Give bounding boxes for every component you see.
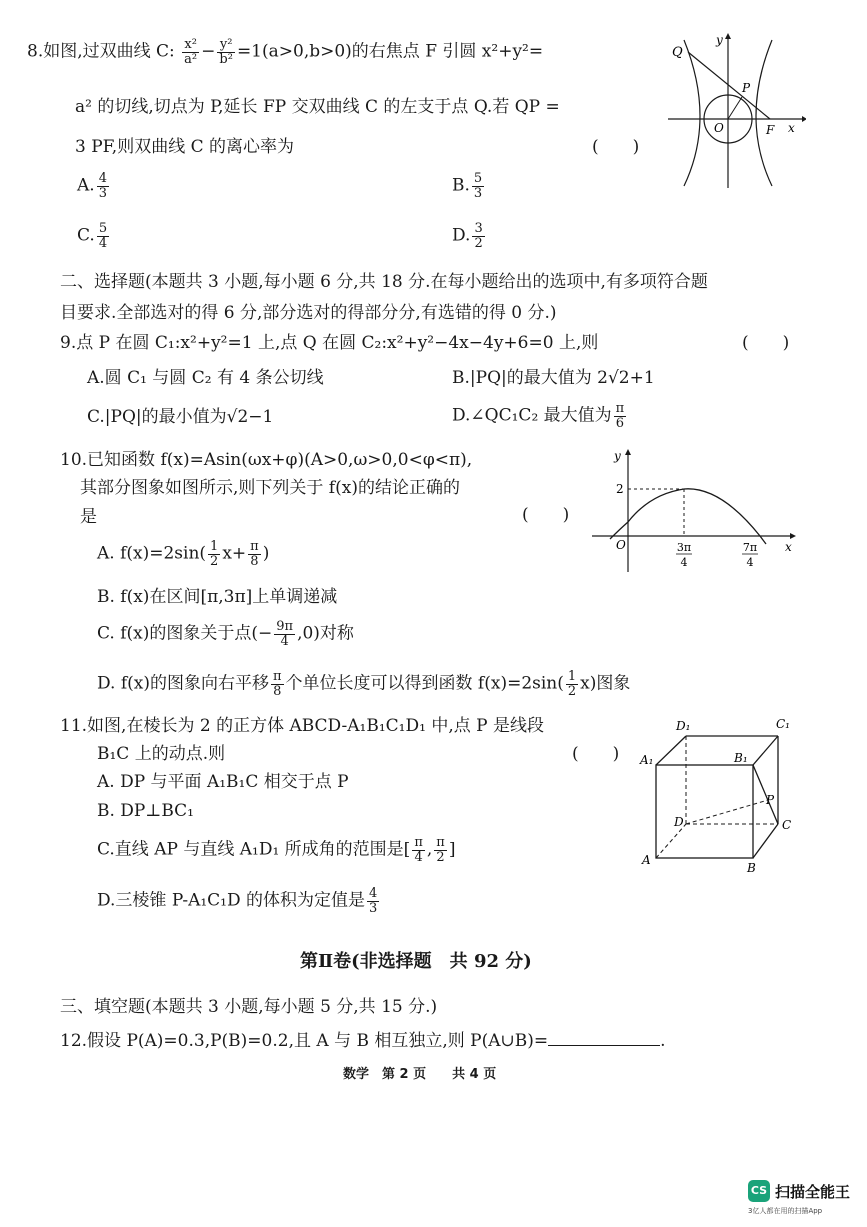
- q10-label-2: 2: [616, 482, 624, 496]
- q10-option-a: [97, 540, 269, 568]
- q8-fraction-x: [182, 38, 199, 66]
- q11-label-a: A: [642, 853, 651, 867]
- q10-option-c-den: 4: [280, 633, 289, 649]
- q10-option-a-mid: x+: [222, 543, 247, 564]
- q8-label-p: P: [742, 81, 751, 95]
- q10-option-d-frac1-num: π: [272, 669, 282, 684]
- scanner-brand: [748, 1180, 858, 1220]
- q11-label-c: C: [782, 818, 792, 832]
- q10-option-d-frac2-num: 1: [567, 669, 577, 684]
- q10-option-c-post: ,0)对称: [297, 623, 354, 644]
- q8-option-c-label: C.: [77, 225, 95, 246]
- q8-option-b-label: B.: [452, 175, 470, 196]
- q9-option-d-num: π: [615, 401, 625, 416]
- q11-stem-line1: 11.如图,在棱长为 2 的正方体 ABCD-A₁B₁C₁D₁ 中,点 P 是线段: [60, 716, 544, 736]
- q8-option-d-label: D.: [452, 225, 471, 246]
- q8-option-d-num: 3: [474, 221, 483, 236]
- q8-option-d: [452, 222, 487, 250]
- q9-option-d-text: D.∠QC₁C₂ 最大值为: [452, 405, 612, 426]
- q11-label-d: D: [674, 815, 684, 829]
- q8-line1-rest: =1(a>0,b>0)的右焦点 F 引圆 x²+y²=: [236, 41, 544, 62]
- q8-option-b-fraction: [472, 172, 484, 200]
- q8-hyperbola-right-branch: [756, 40, 772, 186]
- q11-edge-a1d1: [656, 736, 686, 765]
- q10-option-a-pre: A. f(x)=2sin(: [97, 543, 207, 564]
- q9-option-a: A.圆 C₁ 与圆 C₂ 有 4 条公切线: [87, 368, 324, 388]
- q10-y-arrow: [625, 449, 631, 455]
- q10-option-a-frac2: [248, 540, 261, 568]
- q11-option-a: A. DP 与平面 A₁B₁C 相交于点 P: [97, 772, 349, 792]
- q11-edge-b1c1: [753, 736, 778, 765]
- q8-label-y: y: [716, 33, 723, 47]
- q10-answer-paren: ( ): [522, 505, 570, 525]
- q10-option-d-post: x)图象: [580, 673, 631, 694]
- q9-option-d-fraction: [614, 402, 627, 430]
- q10-option-d: [97, 670, 630, 698]
- q8-frac-x-num: x²: [182, 38, 199, 53]
- q10-option-a-frac1: [208, 540, 220, 568]
- q8-stem-line3: 3 PF,则双曲线 C 的离心率为: [75, 137, 295, 157]
- q11-option-c-frac1-den: 4: [414, 849, 423, 865]
- part2-title: 第Ⅱ卷(非选择题 共 92 分): [300, 951, 532, 972]
- q9-stem: 9.点 P 在圆 C₁:x²+y²=1 上,点 Q 在圆 C₂:x²+y²−4x−4y+6=0 上,则: [60, 333, 599, 353]
- q10-option-c: [97, 620, 354, 648]
- q11-label-d1: D₁: [676, 719, 691, 733]
- q10-option-d-frac1-den: 8: [273, 683, 282, 699]
- q11-option-d-fraction: [367, 887, 379, 915]
- q8-option-a-fraction: [97, 172, 109, 200]
- brand-name: 扫描全能王: [775, 1183, 851, 1201]
- q12-period: .: [660, 1031, 666, 1051]
- q11-label-c1: C₁: [776, 717, 790, 731]
- q8-stem-line2: a² 的切线,切点为 P,延长 FP 交双曲线 C 的左支于点 Q.若 QP =: [75, 97, 560, 117]
- q10-option-c-num: 9π: [276, 619, 294, 634]
- q8-option-a-den: 3: [98, 185, 107, 201]
- q10-option-d-frac2-den: 2: [567, 683, 577, 699]
- q11-cube-figure: [636, 712, 806, 877]
- q8-option-b: [452, 172, 486, 200]
- q11-option-b: B. DP⊥BC₁: [97, 801, 194, 821]
- q8-frac-y-num: y²: [217, 38, 235, 53]
- q8-fraction-y: [217, 38, 235, 66]
- q8-answer-paren: ( ): [592, 137, 640, 157]
- q10-option-a-post: ): [262, 543, 270, 564]
- q11-label-a1: A₁: [640, 753, 654, 767]
- q11-label-p: P: [766, 793, 775, 807]
- q10-option-a-frac1-num: 1: [210, 539, 219, 554]
- q11-option-c-frac2-num: π: [436, 835, 445, 850]
- q11-front-face: [656, 765, 753, 858]
- q11-option-c-post: ]: [448, 839, 456, 860]
- q8-option-c: [77, 222, 111, 250]
- q11-answer-paren: ( ): [572, 744, 620, 764]
- q11-label-b: B: [747, 861, 756, 875]
- q8-option-b-den: 3: [473, 185, 483, 201]
- q8-label-f: F: [766, 123, 775, 137]
- q10-label-o: O: [616, 538, 626, 552]
- q11-option-c-frac1: [412, 836, 425, 864]
- q12-stem: [60, 1031, 666, 1051]
- q11-option-c-comma: ,: [426, 839, 433, 860]
- q10-stem-line3: 是: [80, 507, 97, 527]
- q9-option-d-den: 6: [615, 415, 625, 431]
- brand-tagline: 3亿人都在用的扫描App: [748, 1207, 823, 1215]
- q11-option-d: [97, 887, 381, 915]
- q11-hidden-dp: [686, 800, 768, 824]
- q8-option-c-den: 4: [98, 235, 108, 251]
- q8-label-q: Q: [672, 45, 683, 60]
- q10-tick1-den: 4: [680, 556, 688, 569]
- q11-label-b1: B₁: [734, 751, 748, 765]
- q10-graph-figure: [590, 444, 800, 574]
- q8-radius-op: [728, 97, 742, 119]
- q8-label-x: x: [788, 121, 795, 135]
- q8-label-o: O: [714, 121, 724, 135]
- q11-edge-bc: [753, 824, 778, 858]
- q11-option-c-frac1-num: π: [414, 835, 423, 850]
- q11-stem-line2: B₁C 上的动点.则: [97, 744, 226, 764]
- q8-stem-line1: [27, 38, 543, 66]
- q8-frac-x-den: a²: [184, 51, 198, 67]
- q8-option-d-fraction: [472, 222, 484, 250]
- q8-option-a: [77, 172, 111, 200]
- q10-label-y: y: [614, 449, 621, 463]
- camscanner-logo-icon: CS: [748, 1180, 770, 1202]
- q10-tick1-num: 3π: [676, 541, 692, 554]
- q10-option-a-frac1-den: 2: [210, 553, 219, 569]
- q8-option-a-label: A.: [77, 175, 95, 196]
- q8-hyperbola-figure: [666, 30, 806, 190]
- q10-option-d-pre: D. f(x)的图象向右平移: [97, 673, 269, 694]
- q8-frac-y-den: b²: [219, 51, 233, 67]
- q11-option-c-frac2: [434, 836, 447, 864]
- q8-option-c-fraction: [97, 222, 109, 250]
- q9-option-c: C.|PQ|的最小值为√2−1: [87, 407, 274, 427]
- section3-instructions: 三、填空题(本题共 3 小题,每小题 5 分,共 15 分.): [60, 997, 438, 1017]
- section2-instructions-line1: 二、选择题(本题共 3 小题,每小题 6 分,共 18 分.在每小题给出的选项中,有多项符合题: [60, 272, 708, 292]
- q10-stem-line1: 10.已知函数 f(x)=Asin(ωx+φ)(A>0,ω>0,0<φ<π),: [60, 450, 473, 470]
- q11-option-d-pre: D.三棱锥 P-A₁C₁D 的体积为定值是: [97, 890, 366, 911]
- q10-option-b: B. f(x)在区间[π,3π]上单调递减: [97, 587, 338, 607]
- q11-option-d-num: 4: [369, 886, 378, 901]
- q8-minus: −: [201, 41, 216, 62]
- q10-label-x: x: [785, 540, 792, 554]
- q9-answer-paren: ( ): [742, 333, 790, 353]
- q10-option-d-frac1: [271, 670, 284, 698]
- q12-text: 12.假设 P(A)=0.3,P(B)=0.2,且 A 与 B 相互独立,则 P(A∪B)=: [60, 1031, 549, 1051]
- q8-option-d-den: 2: [474, 235, 483, 251]
- q10-option-d-frac2: [566, 670, 578, 698]
- q10-x-arrow: [790, 533, 796, 539]
- q10-tick2-num: 7π: [742, 541, 758, 554]
- q12-answer-blank[interactable]: [548, 1031, 660, 1046]
- q10-option-c-fraction: [274, 620, 295, 648]
- q11-option-c: [97, 836, 455, 864]
- q9-option-b: B.|PQ|的最大值为 2√2+1: [452, 368, 655, 388]
- q9-option-d: [452, 402, 628, 430]
- q8-option-c-num: 5: [98, 221, 108, 236]
- q8-line1-text: 8.如图,过双曲线 C:: [27, 41, 175, 62]
- q10-option-a-frac2-num: π: [250, 539, 259, 554]
- q11-option-c-pre: C.直线 AP 与直线 A₁D₁ 所成角的范围是[: [97, 839, 411, 860]
- q10-stem-line2: 其部分图象如图所示,则下列关于 f(x)的结论正确的: [80, 478, 460, 498]
- q8-y-arrow: [725, 33, 731, 39]
- q10-tick2-den: 4: [746, 556, 754, 569]
- q11-option-d-den: 3: [369, 900, 378, 916]
- q11-option-c-frac2-den: 2: [436, 849, 445, 865]
- q8-option-a-num: 4: [98, 171, 107, 186]
- q10-option-d-mid: 个单位长度可以得到函数 f(x)=2sin(: [285, 673, 564, 694]
- section2-instructions-line2: 目要求.全部选对的得 6 分,部分选对的得部分分,有选错的得 0 分.): [60, 303, 557, 323]
- q11-hidden-ad: [656, 824, 686, 858]
- q8-hyperbola-left-branch: [684, 40, 700, 186]
- q10-option-a-frac2-den: 8: [250, 553, 259, 569]
- q8-x-arrow: [802, 116, 806, 122]
- q10-option-c-pre: C. f(x)的图象关于点(−: [97, 623, 273, 644]
- q8-option-b-num: 5: [473, 171, 483, 186]
- page-footer: 数学 第 2 页 共 4 页: [343, 1067, 497, 1082]
